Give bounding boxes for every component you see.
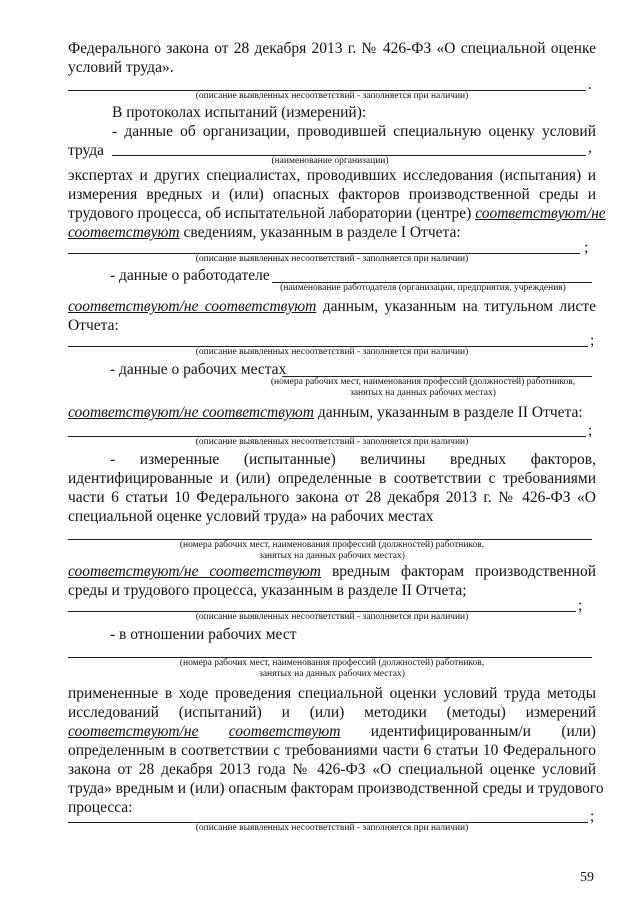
text-line: - данные о работодателе — [110, 267, 270, 284]
punctuation: ; — [588, 422, 593, 439]
choice-term: соответствуют/не — [68, 723, 199, 740]
text-fragment: данным, указанным в разделе II Отчета: — [317, 404, 583, 421]
punctuation: ; — [590, 332, 595, 349]
field-caption: (описание выявленных несоответствий - заполняется при наличии) — [195, 347, 469, 357]
field-caption: (наименование работодателя (организации, предприятия, учреждения) — [280, 283, 566, 293]
field-caption: занятых на данных рабочих местах) — [350, 388, 496, 398]
text-line: измерения вредных и (или) опасных факторов производственной среды и — [68, 186, 596, 203]
punctuation: , — [588, 139, 592, 156]
punctuation: ; — [584, 239, 589, 256]
text-line — [68, 723, 596, 741]
text-line: среды и трудового процесса, указанным в разделе II Отчета; — [68, 582, 467, 599]
field-caption: занятых на данных рабочих местах) — [259, 551, 405, 561]
field-caption: (наименование организации) — [271, 156, 389, 166]
text-line: исследований (испытаний) и (или) методики (методы) измерений — [68, 704, 596, 721]
text-line: труда» вредным и (или) опасным факторам производственной среды и трудового — [68, 780, 604, 797]
text-line: примененные в ходе проведения специальной оценки условий труда методы — [68, 685, 596, 702]
field-caption: (описание выявленных несоответствий - заполняется при наличии) — [195, 91, 469, 101]
section-heading: В протоколах испытаний (измерений): — [112, 104, 367, 121]
field-caption: (номера рабочих мест, наименования профессий (должностей) работников, — [179, 540, 485, 550]
field-caption: (номера рабочих мест, наименования профессий (должностей) работников, — [270, 377, 576, 387]
text-line — [68, 205, 606, 223]
field-caption: (описание выявленных несоответствий - заполняется при наличии) — [195, 254, 469, 264]
punctuation: . — [588, 76, 592, 93]
text-fragment: вредным факторам производственной — [331, 563, 597, 580]
text-fragment: данным, указанным на титульном листе — [322, 298, 596, 315]
text-line: определенным в соответствии с требованиями части 6 статьи 10 Федерального — [68, 742, 596, 759]
choice-term: соответствуют/не соответствуют — [68, 563, 321, 580]
choice-term: соответствуют/не — [475, 205, 606, 222]
text-line: - в отношении рабочих мест — [110, 626, 297, 643]
field-caption: (номера рабочих мест, наименования профессий (должностей) работников, — [179, 658, 485, 668]
text-line: экспертах и других специалистах, проводивших исследования (испытания) и — [68, 167, 596, 184]
text-line: - данные об организации, проводившей специальную оценку условий — [112, 123, 596, 140]
text-line: условий труда». — [68, 59, 174, 76]
choice-term: соответствуют/не соответствуют — [68, 404, 314, 421]
text-fragment: (или) — [561, 723, 596, 740]
text-line: Отчета: — [68, 317, 119, 334]
field-caption: (описание выявленных несоответствий - заполняется при наличии) — [195, 823, 469, 833]
text-fragment: идентифицированным/и — [370, 723, 531, 740]
text-line: специальной оценке условий труда» на рабочих местах — [68, 508, 434, 525]
text-line — [68, 224, 596, 242]
field-caption: занятых на данных рабочих местах) — [259, 669, 405, 679]
choice-term: соответствуют/не соответствуют — [68, 298, 317, 315]
field-caption: (описание выявленных несоответствий - заполняется при наличии) — [195, 437, 469, 447]
text-line: Федерального закона от 28 декабря 2013 г. № 426-ФЗ «О специальной оценке — [68, 40, 596, 57]
text-line: идентифицированные и (или) определенные в соответствии с требованиями — [68, 470, 596, 487]
text-line: части 6 статьи 10 Федерального закона от 28 декабря 2013 г. № 426-ФЗ «О — [68, 489, 596, 506]
text-fragment: сведениям, указанным в разделе I Отчета: — [183, 224, 461, 241]
punctuation: ; — [590, 808, 595, 825]
punctuation: ; — [578, 597, 583, 614]
text-line: - данные о рабочих местах — [110, 361, 287, 378]
choice-term: соответствуют — [68, 224, 180, 241]
text-line — [68, 563, 596, 581]
choice-term: соответствуют — [228, 723, 341, 740]
text-fragment: трудового процесса, об испытательной лаборатории (центре) — [68, 205, 472, 222]
page-number: 59 — [580, 870, 594, 885]
text-line: закона от 28 декабря 2013 года № 426-ФЗ «О специальной оценке условий — [68, 761, 596, 778]
text-line — [68, 404, 596, 422]
text-line — [68, 298, 596, 316]
text-line: труда — [68, 142, 105, 159]
field-caption: (описание выявленных несоответствий - заполняется при наличии) — [195, 612, 469, 622]
text-line: - измеренные (испытанные) величины вредных факторов, — [110, 451, 596, 468]
text-line: процесса: — [68, 799, 133, 816]
